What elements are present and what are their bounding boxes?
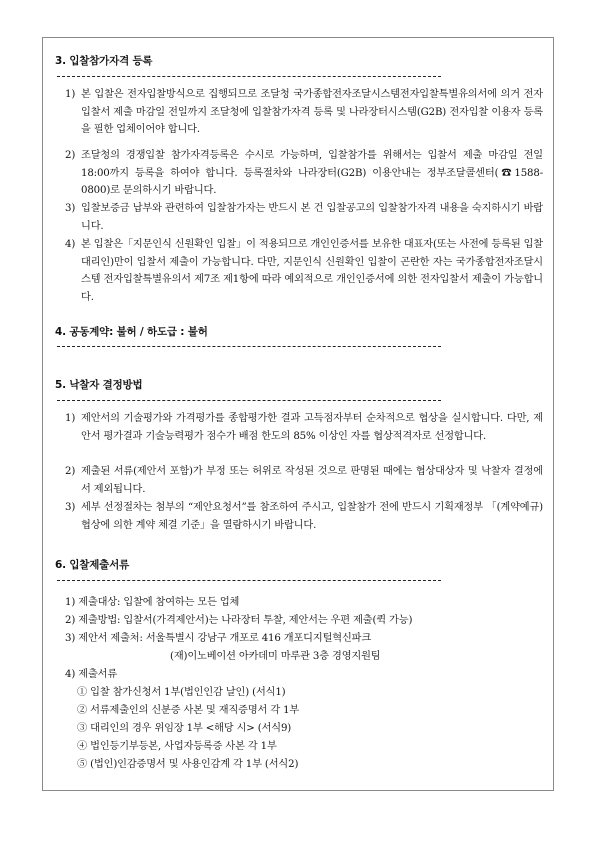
section-3-item-1 — [65, 86, 543, 139]
item-text: 입찰보증금 납부와 관련하여 입찰참가자는 반드시 본 건 입찰공고의 입찰참가자격 내용을 숙지하시기 바랍니다. — [81, 203, 543, 232]
section-3-heading: 3. 입찰참가자격 등록 — [55, 55, 153, 67]
item-number: 4) — [65, 669, 76, 680]
section-6-divider — [57, 580, 441, 582]
item-number: 3) — [65, 502, 76, 513]
item-number: 2) — [65, 615, 76, 626]
section-5-item-1 — [65, 410, 543, 445]
section-4-divider — [57, 346, 441, 348]
item-text: 제안서의 기술평가와 가격평가를 종합평가한 결과 고득점자부터 순차적으로 협상을 실시합니다. 다만, 제안서 평가결과 기술능력평가 점수가 배점 한도의 85% 이상인 자를 협상적격자로 선정합니다. — [81, 413, 543, 442]
section-5-item-3 — [65, 499, 543, 534]
item-text: 세부 선정절차는 첨부의 “제안요청서”를 참조하여 주시고, 입찰참가 전에 반드시 기획재정부 「(계약예규)협상에 의한 계약 체결 기준」을 열람하시기 바랍니다. — [81, 502, 543, 531]
item-number: 3) — [65, 203, 76, 214]
item-text: 본 입찰은 전자입찰방식으로 집행되므로 조달청 국가종합전자조달시스템전자입찰특별유의서에 의거 전자입찰서 제출 마감일 전일까지 조달청에 입찰참가자격 등록 및 나라장터시스템(G2B) 전자입찰 이용자 등록을 필한 업체이어야 합니다. — [81, 89, 543, 135]
section-3-item-4 — [65, 236, 543, 306]
item-text: 제안서 제출처: 서울특별시 강남구 개포로 416 개포디지털혁신파크 — [78, 633, 372, 644]
section-6-item-1 — [65, 593, 239, 608]
item-text: 조달청의 경쟁입찰 참가자격등록은 수시로 가능하며, 입찰참가를 위해서는 입찰서 제출 마감일 전일 18:00까지 등록을 하여야 합니다. 등록절차와 나라장터(G2B) 이용안내는 정부조달콜센터(☎1588-0800)로 문의하시기 바랍니다. — [81, 150, 543, 196]
section-5-heading: 5. 낙찰자 결정방법 — [55, 379, 143, 391]
item-text: (재)이노베이션 아카데미 마루관 3층 경영지원팀 — [170, 651, 381, 662]
item-number: 1) — [65, 413, 76, 424]
item-text: 본 입찰은「지문인식 신원확인 입찰」이 적용되므로 개인인증서를 보유한 대표자(또는 사전에 등록된 입찰대리인)만이 입찰서 제출이 가능합니다. 다만, 지문인식 신원확인 입찰이 곤란한 자는 국가종합전자조달시스템 전자입찰특별유의서 제7조 제1항에 따라 예외적으로 개인인증서에 의한 전자입찰서 제출이 가능합니다. — [81, 239, 543, 303]
section-6-heading: 6. 입찰제출서류 — [55, 559, 130, 571]
item-text: 제출대상: 입찰에 참여하는 모든 업체 — [78, 597, 240, 608]
item-number: 2) — [65, 150, 76, 161]
section-6-item-3 — [65, 629, 371, 644]
section-6-item-4 — [65, 665, 117, 680]
item-text: 제출된 서류(제안서 포함)가 부정 또는 허위로 작성된 것으로 판명된 때에는 협상대상자 및 낙찰자 결정에서 제외됩니다. — [81, 466, 543, 495]
document-list-item: ② 서류제출인의 신분증 사본 및 재직증명서 각 1부 — [77, 705, 300, 716]
item-number: 2) — [65, 466, 76, 477]
document-list-item: ④ 법인등기부등본, 사업자등록증 사본 각 1부 — [77, 741, 277, 752]
section-3-item-2 — [65, 147, 543, 200]
section-6-address-continuation — [170, 647, 380, 662]
document-list-item: ③ 대리인의 경우 위임장 1부 <해당 시> (서식9) — [77, 723, 292, 734]
item-text: 제출방법: 입찰서(가격제안서)는 나라장터 투찰, 제안서는 우편 제출(퀵 가능) — [78, 615, 413, 626]
section-3-divider — [57, 76, 441, 78]
section-4-heading: 4. 공동계약: 불허 / 하도급 : 불허 — [55, 326, 208, 338]
item-number: 1) — [65, 89, 76, 100]
section-6-item-2 — [65, 611, 412, 626]
document-list-item: ⑤ (법인)인감증명서 및 사용인감계 각 1부 (서식2) — [77, 759, 299, 770]
item-number: 4) — [65, 239, 76, 250]
section-3-item-3 — [65, 200, 543, 235]
section-5-item-2 — [65, 463, 543, 498]
item-number: 3) — [65, 633, 76, 644]
section-5-divider — [57, 400, 441, 402]
document-list-item: ① 입찰 참가신청서 1부(법인인감 날인) (서식1) — [77, 687, 286, 698]
item-text: 제출서류 — [78, 669, 118, 680]
item-number: 1) — [65, 597, 76, 608]
